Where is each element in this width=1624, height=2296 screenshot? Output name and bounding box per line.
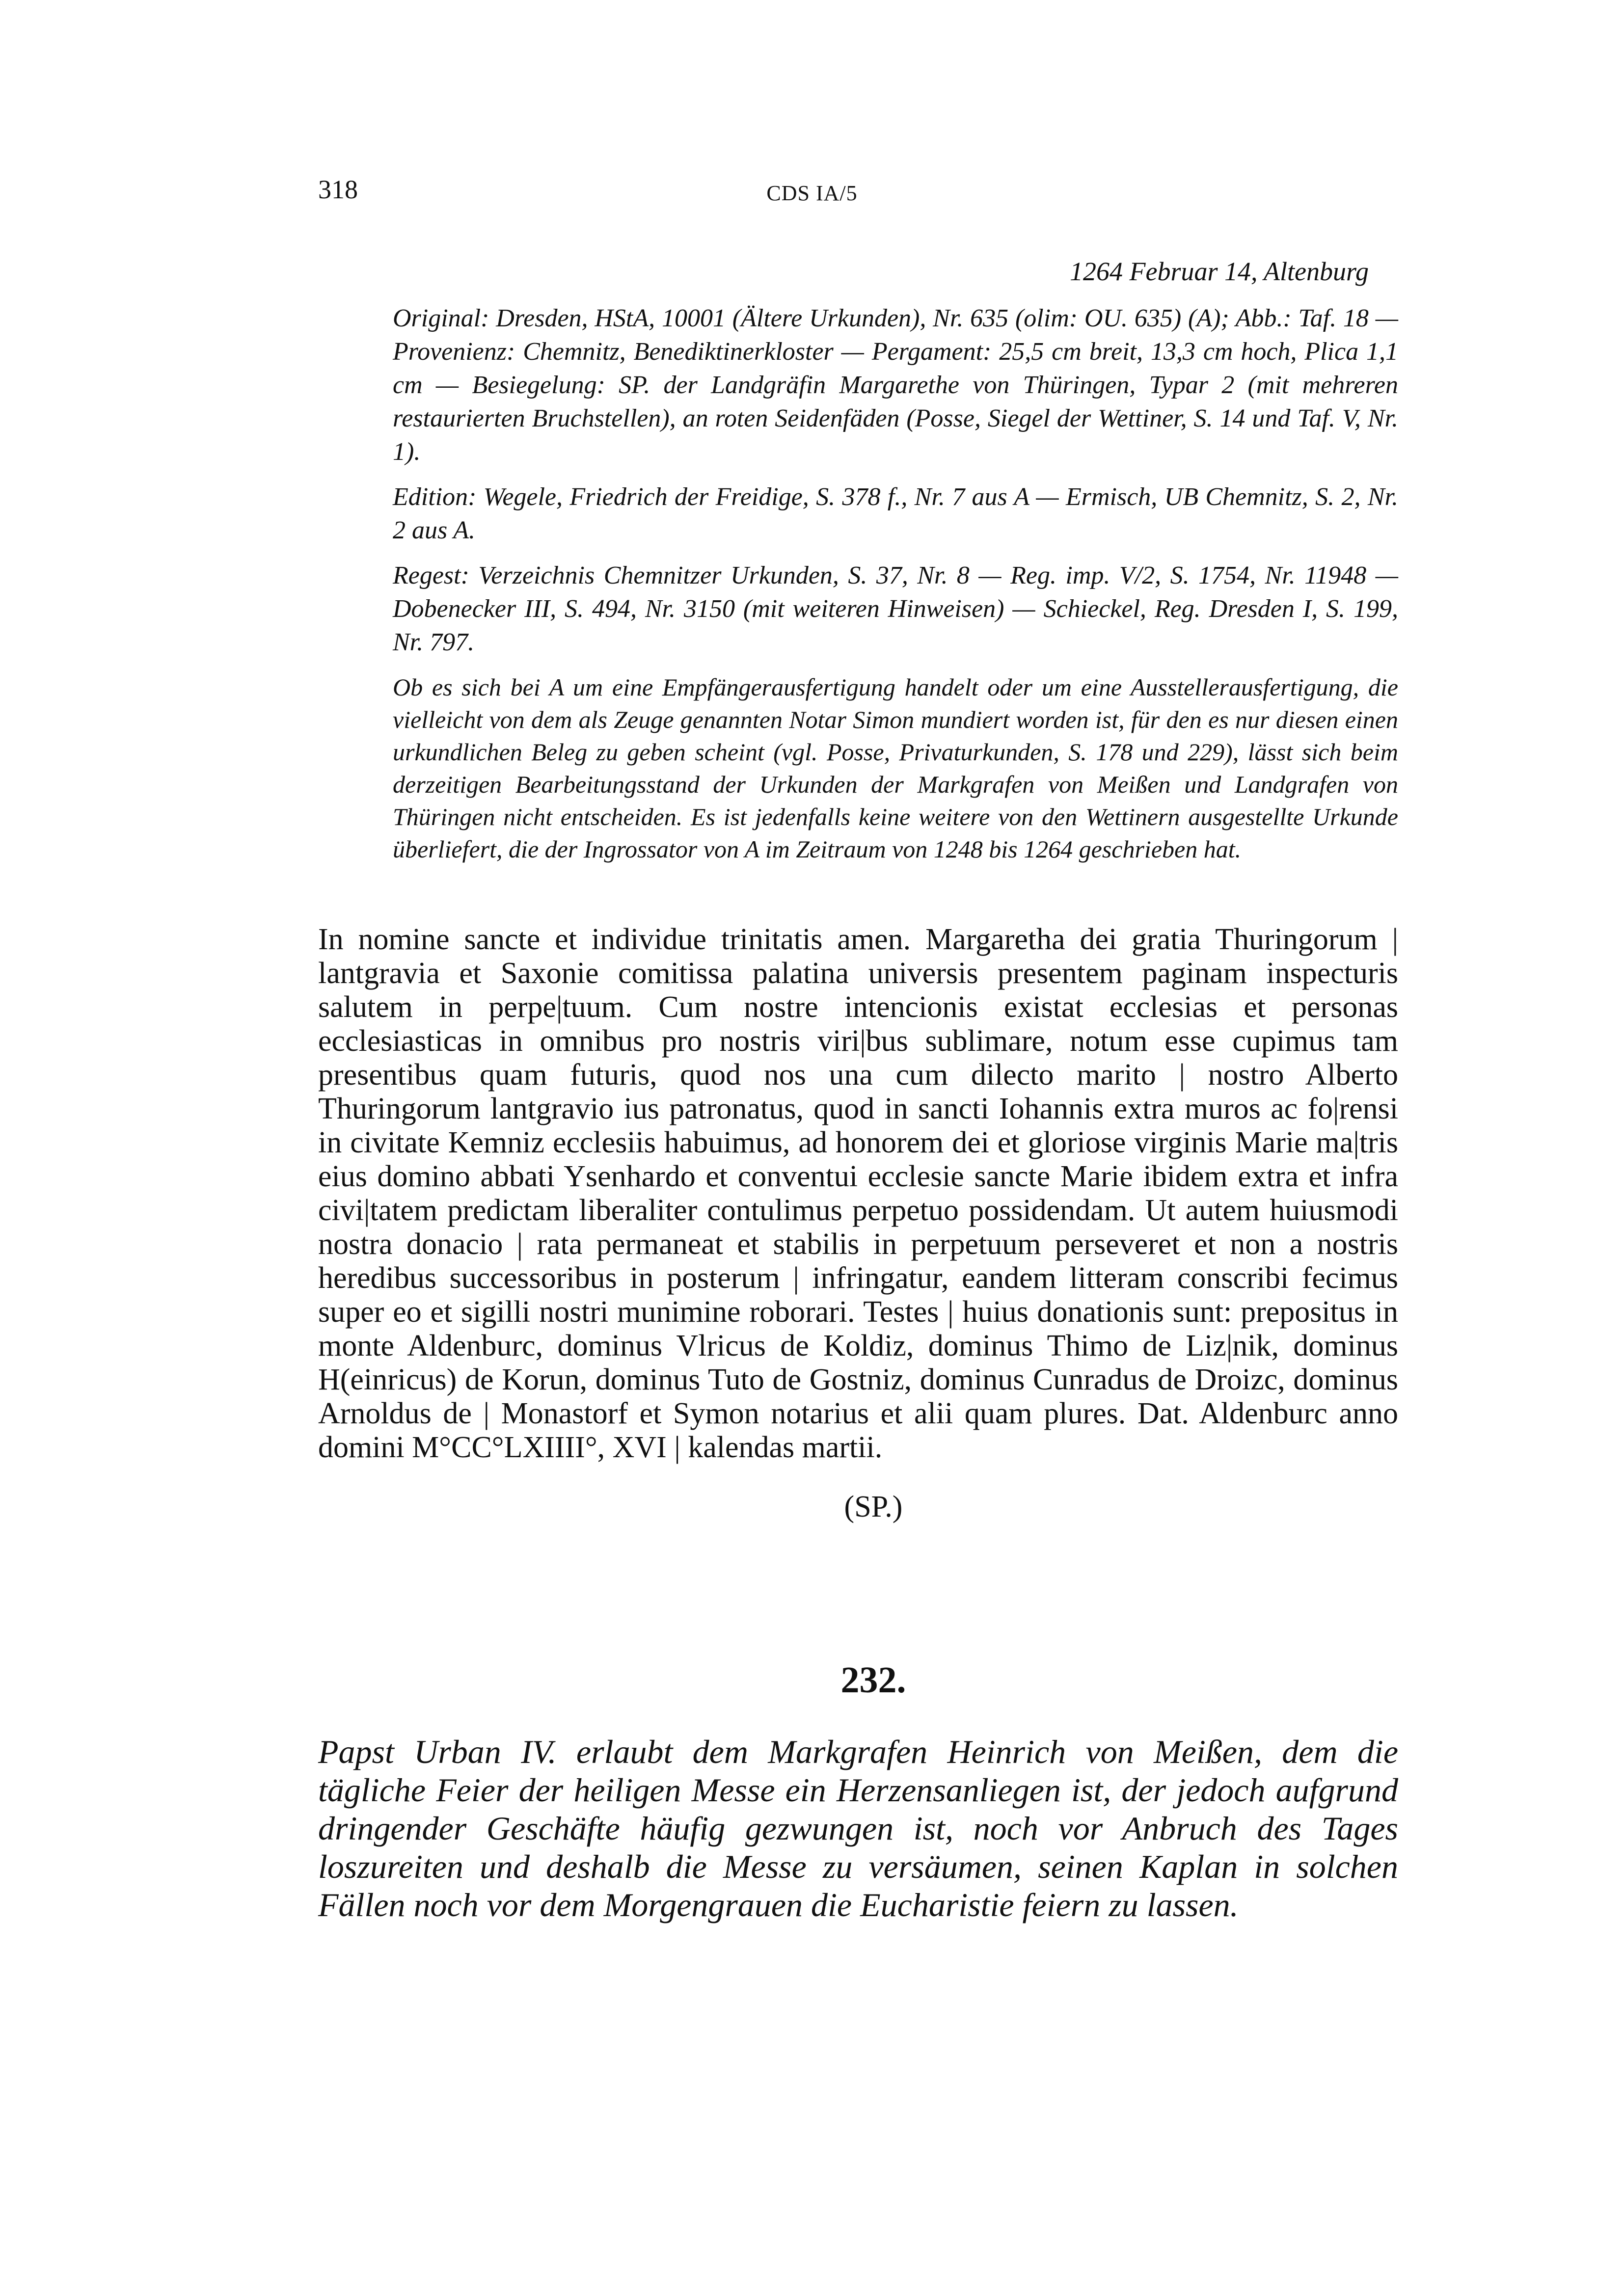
running-title: CDS IA/5	[766, 181, 858, 205]
apparatus-edition: Edition: Wegele, Friedrich der Freidige, S. 378 f., Nr. 7 aus A — Ermisch, UB Chemnitz, S. 2, Nr. 2 aus A.	[393, 483, 1398, 544]
apparatus-regest: Regest: Verzeichnis Chemnitzer Urkunden, S. 37, Nr. 8 — Reg. imp. V/2, S. 1754, Nr. 11948 — Dobenecker III, S. 494, Nr. 3150 (mit weiteren Hinweisen) — Schieckel, Reg. Dresden I, S. 199, Nr. 797.	[393, 561, 1398, 656]
document-number: 232.	[840, 1659, 906, 1701]
document-summary	[318, 1733, 1398, 1924]
charter-text	[318, 923, 1398, 1465]
apparatus-original: Original: Dresden, HStA, 10001 (Ältere Urkunden), Nr. 635 (olim: OU. 635) (A); Abb.: Taf. 18 — Provenienz: Chemnitz, Benediktinerkloster — Pergament: 25,5 cm breit, 13,3 cm hoch, Plica 1,1 cm — Besiegelung: SP. der Landgräfin Margarethe von Thüringen, Typar 2 (mit mehreren restaurierten Bruchstellen), an roten Seidenfäden (Posse, Siegel der Wettiner, S. 14 und Taf. V, Nr. 1).	[393, 304, 1398, 466]
apparatus-comment: Ob es sich bei A um eine Empfängerausfertigung handelt oder um eine Ausstellerausfertigung, die vielleicht von dem als Zeuge genannten Notar Simon mundiert worden ist, für den es nur diesen einen urkundlichen Beleg zu geben scheint (vgl. Posse, Privaturkunden, S. 178 und 229), lässt sich beim derzeitigen Bearbeitungsstand der Urkunden der Markgrafen von Meißen und Landgrafen von Thüringen nicht entscheiden. Es ist jedenfalls keine weitere von den Wettinern ausgestellte Urkunde überliefert, die der Ingrossator von A im Zeitraum von 1248 bis 1264 geschrieben hat.	[393, 673, 1398, 863]
seal-note: (SP.)	[844, 1490, 903, 1523]
charter-text-body: In nomine sancte et individue trinitatis amen. Margaretha dei gratia Thuringorum | lantgravia et Saxonie comitissa palatina universis presentem paginam inspecturis salutem in perpe|tuum. Cum nostre intencionis existat ecclesias et personas ecclesiasticas in omnibus pro nostris viri|bus sublimare, notum esse cupimus tam presentibus quam futuris, quod nos una cum dilecto marito | nostro Alberto Thuringorum lantgravio ius patronatus, quod in sancti Iohannis extra muros ac fo|rensi in civitate Kemniz ecclesiis habuimus, ad honorem dei et gloriose virginis Marie ma|tris eius domino abbati Ysenhardo et conventui ecclesie sancte Marie ibidem extra et infra civi|tatem predictam liberaliter contulimus perpetuo possidendam. Ut autem huiusmodi nostra donacio | rata permaneat et stabilis in perpetuum perseveret et non a nostris heredibus successoribus in posterum | infringatur, eandem litteram conscribi fecimus super eo et sigilli nostri munimine roborari. Testes | huius donationis sunt: prepositus in monte Aldenburc, dominus Vlricus de Koldiz, dominus Thimo de Liz|nik, dominus H(einricus) de Korun, dominus Tuto de Gostniz, dominus Cunradus de Droizc, dominus Arnoldus de | Monastorf et Symon notarius et alii quam plures. Dat. Aldenburc anno domini M°CC°LXIIII°, XVI | kalendas martii.	[318, 923, 1398, 1464]
page-number: 318	[318, 175, 358, 204]
critical-apparatus	[393, 302, 1398, 877]
summary-text: Papst Urban IV. erlaubt dem Markgrafen Heinrich von Meißen, dem die tägliche Feier der heiligen Messe ein Herzensanliegen ist, der jedoch aufgrund dringender Geschäfte häufig gezwungen ist, noch vor Anbruch des Tages loszureiten und deshalb die Messe zu versäumen, seinen Kaplan in solchen Fällen noch vor dem Morgengrauen die Eucharistie feiern zu lassen.	[318, 1733, 1398, 1923]
document-date-place: 1264 Februar 14, Altenburg	[1070, 257, 1369, 286]
